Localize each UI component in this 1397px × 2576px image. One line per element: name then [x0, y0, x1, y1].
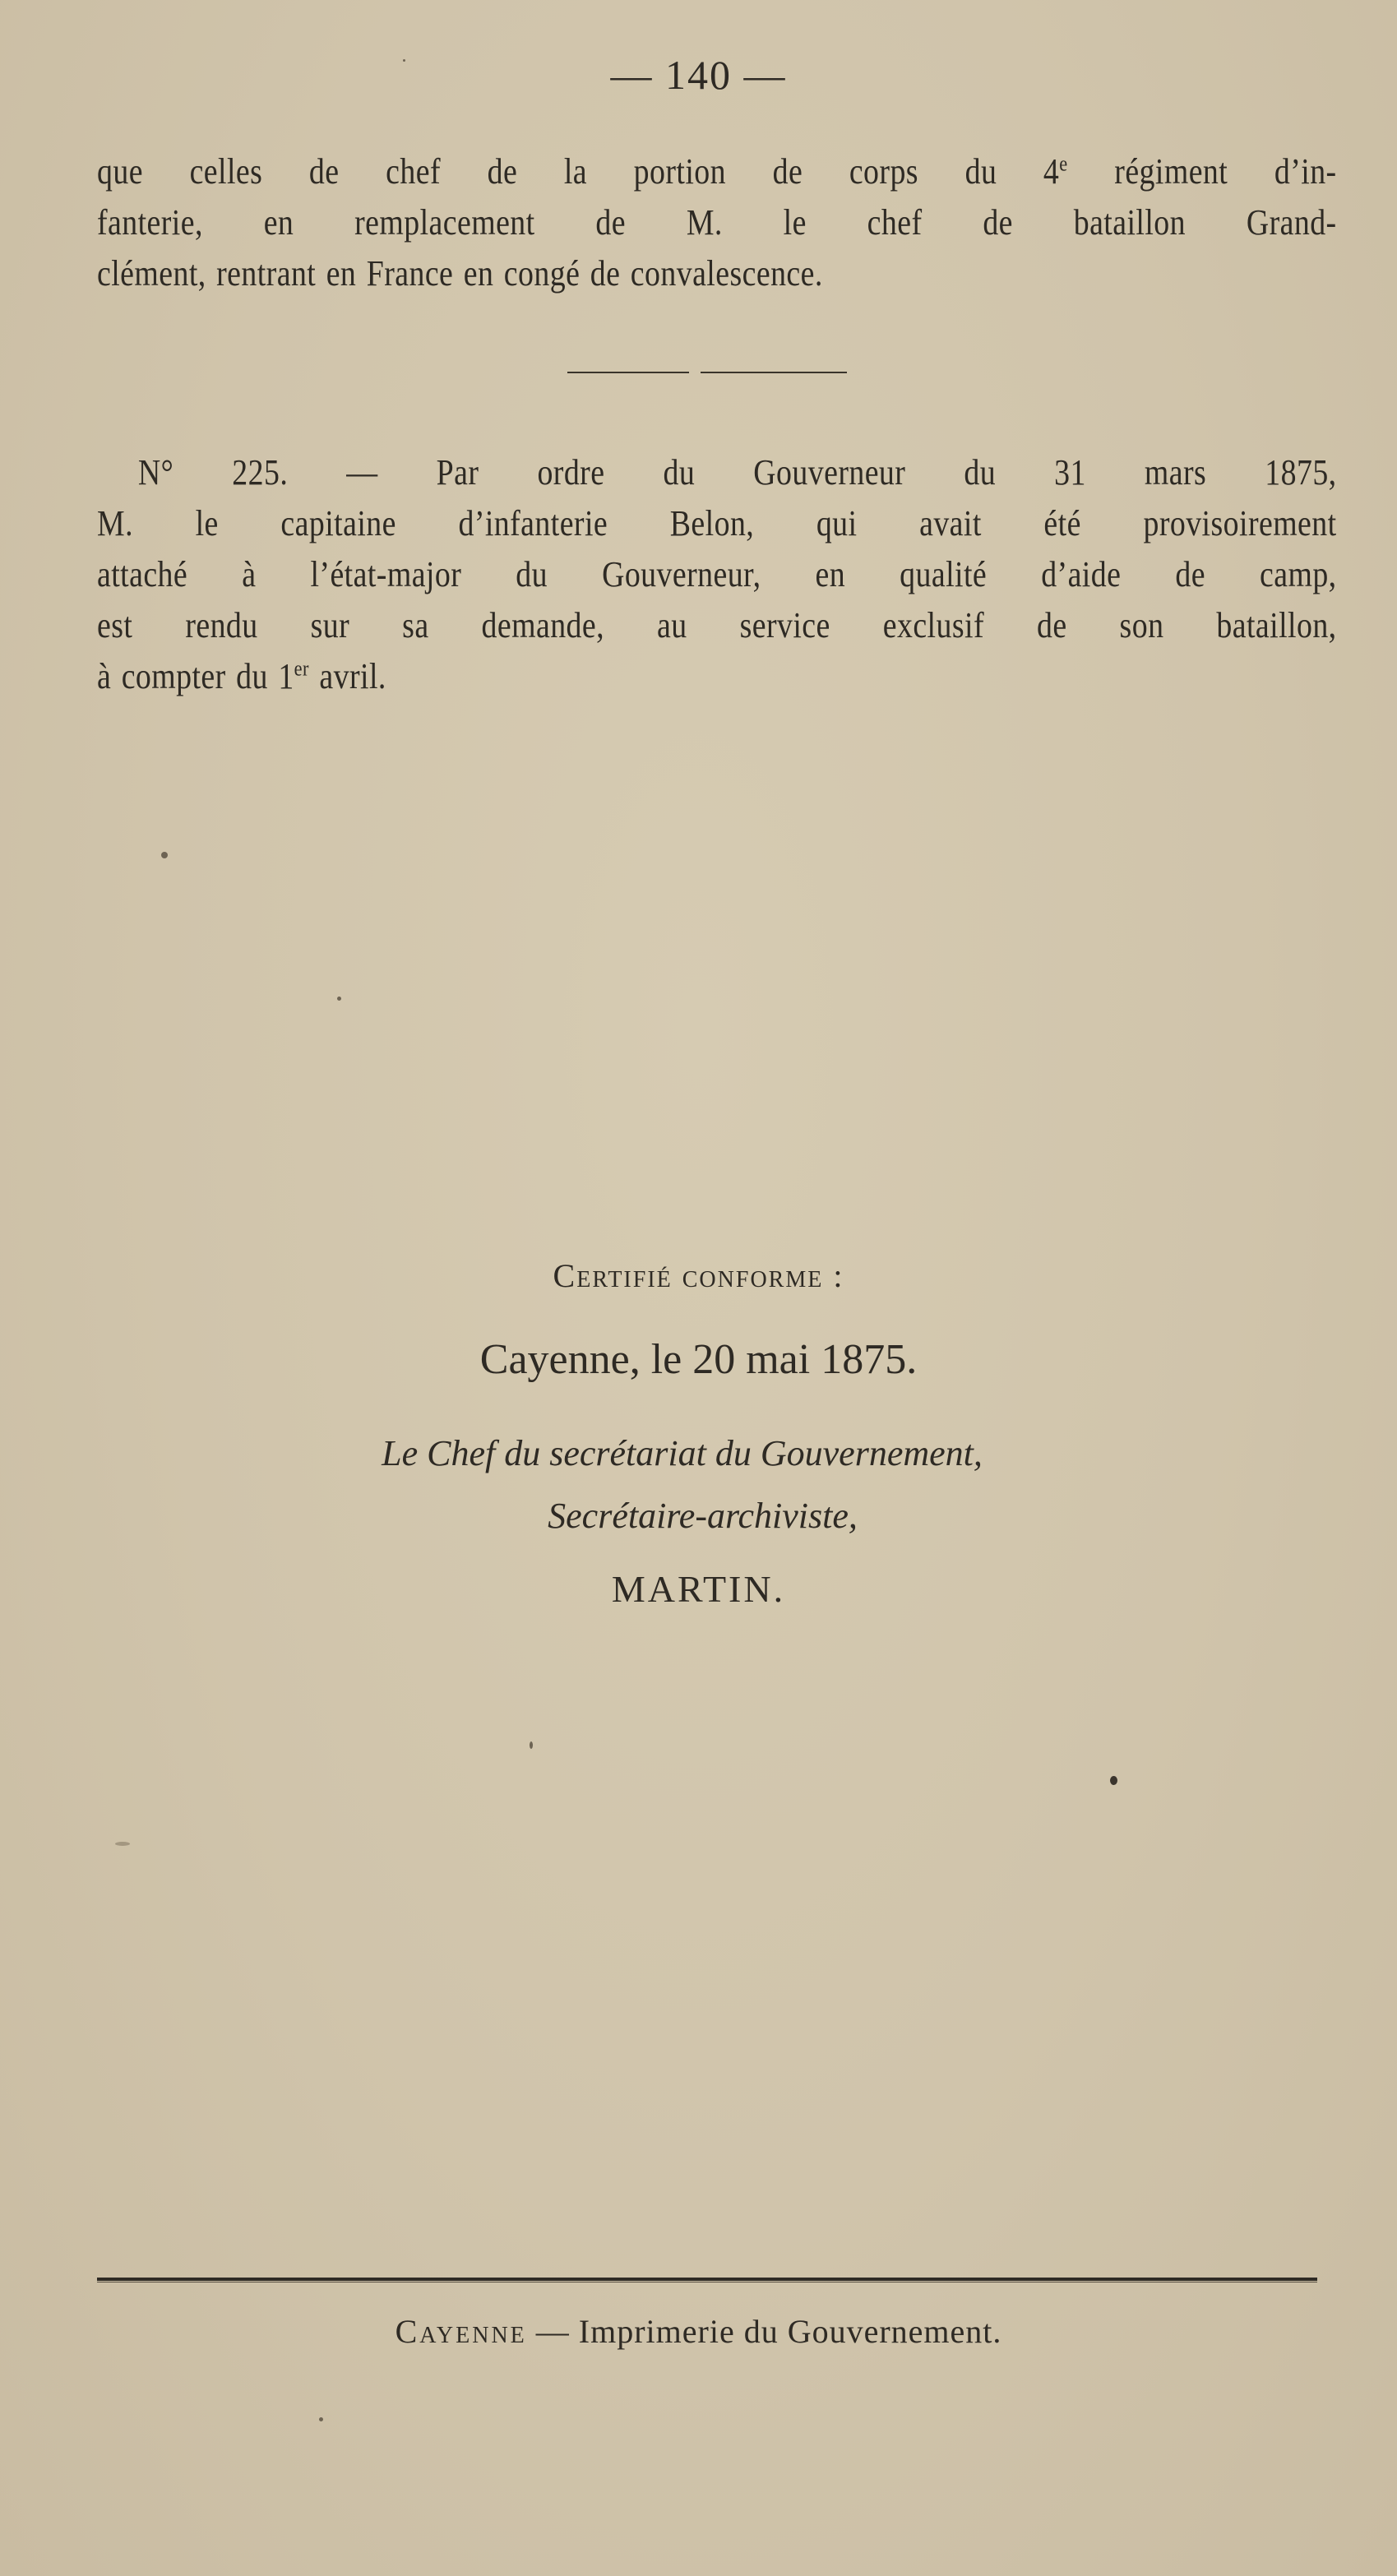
text-segment: à compter du 1 — [97, 656, 294, 696]
footer-rule — [97, 2278, 1317, 2283]
separator-dash — [701, 372, 847, 373]
imprint-printer: Imprimerie du Gouvernement. — [578, 2313, 1002, 2350]
printer-imprint — [0, 2312, 1397, 2351]
paper-speck — [115, 1842, 130, 1846]
paper-speck — [530, 1741, 533, 1749]
text-line: est rendu sur sa demande, au service exclusif de son bataillon, — [97, 605, 1337, 645]
paragraph-continuation — [97, 146, 1337, 299]
ordinal-suffix: e — [1059, 151, 1068, 176]
text-segment: régiment d’in- — [1067, 151, 1337, 192]
paper-speck — [403, 59, 405, 62]
signatory-title — [0, 1422, 1397, 1547]
signatory-title-line: Le Chef du secrétariat du Gouvernement, — [382, 1433, 983, 1473]
separator-dash — [567, 372, 689, 373]
text-line — [97, 651, 1337, 702]
paragraph-order-225 — [97, 447, 1337, 702]
signatory-name: MARTIN. — [611, 1568, 786, 1610]
paper-speck — [1110, 1776, 1117, 1785]
text-line: N° 225. — Par ordre du Gouverneur du 31 mars 1875, — [137, 452, 1337, 493]
imprint-separator: — — [526, 2313, 579, 2350]
certification-date: Cayenne, le 20 mai 1875. — [479, 1336, 918, 1383]
rule-thick — [97, 2278, 1317, 2281]
text-line: M. le capitaine d’infanterie Belon, qui avait été provisoirement — [97, 503, 1337, 543]
ordinal-suffix: er — [294, 656, 309, 681]
page-number: — 140 — — [610, 52, 787, 98]
text-segment: que celles de chef de la portion de corps du 4 — [97, 151, 1060, 192]
certification-heading: Certifié conforme : — [553, 1257, 844, 1294]
paper-speck — [161, 852, 168, 858]
text-segment: avril. — [308, 656, 386, 696]
signatory-title-line: Secrétaire-archiviste, — [548, 1496, 858, 1536]
section-separator — [567, 372, 847, 374]
paper-speck — [319, 2417, 323, 2421]
text-line: attaché à l’état-major du Gouverneur, en qualité d’aide de camp, — [97, 554, 1337, 594]
imprint-city: Cayenne — [395, 2313, 527, 2350]
text-line: fanterie, en remplacement de M. le chef de bataillon Grand- — [97, 202, 1337, 243]
text-line: clément, rentrant en France en congé de convalescence. — [97, 253, 823, 294]
paper-speck — [337, 997, 341, 1001]
text-line — [97, 146, 1337, 197]
